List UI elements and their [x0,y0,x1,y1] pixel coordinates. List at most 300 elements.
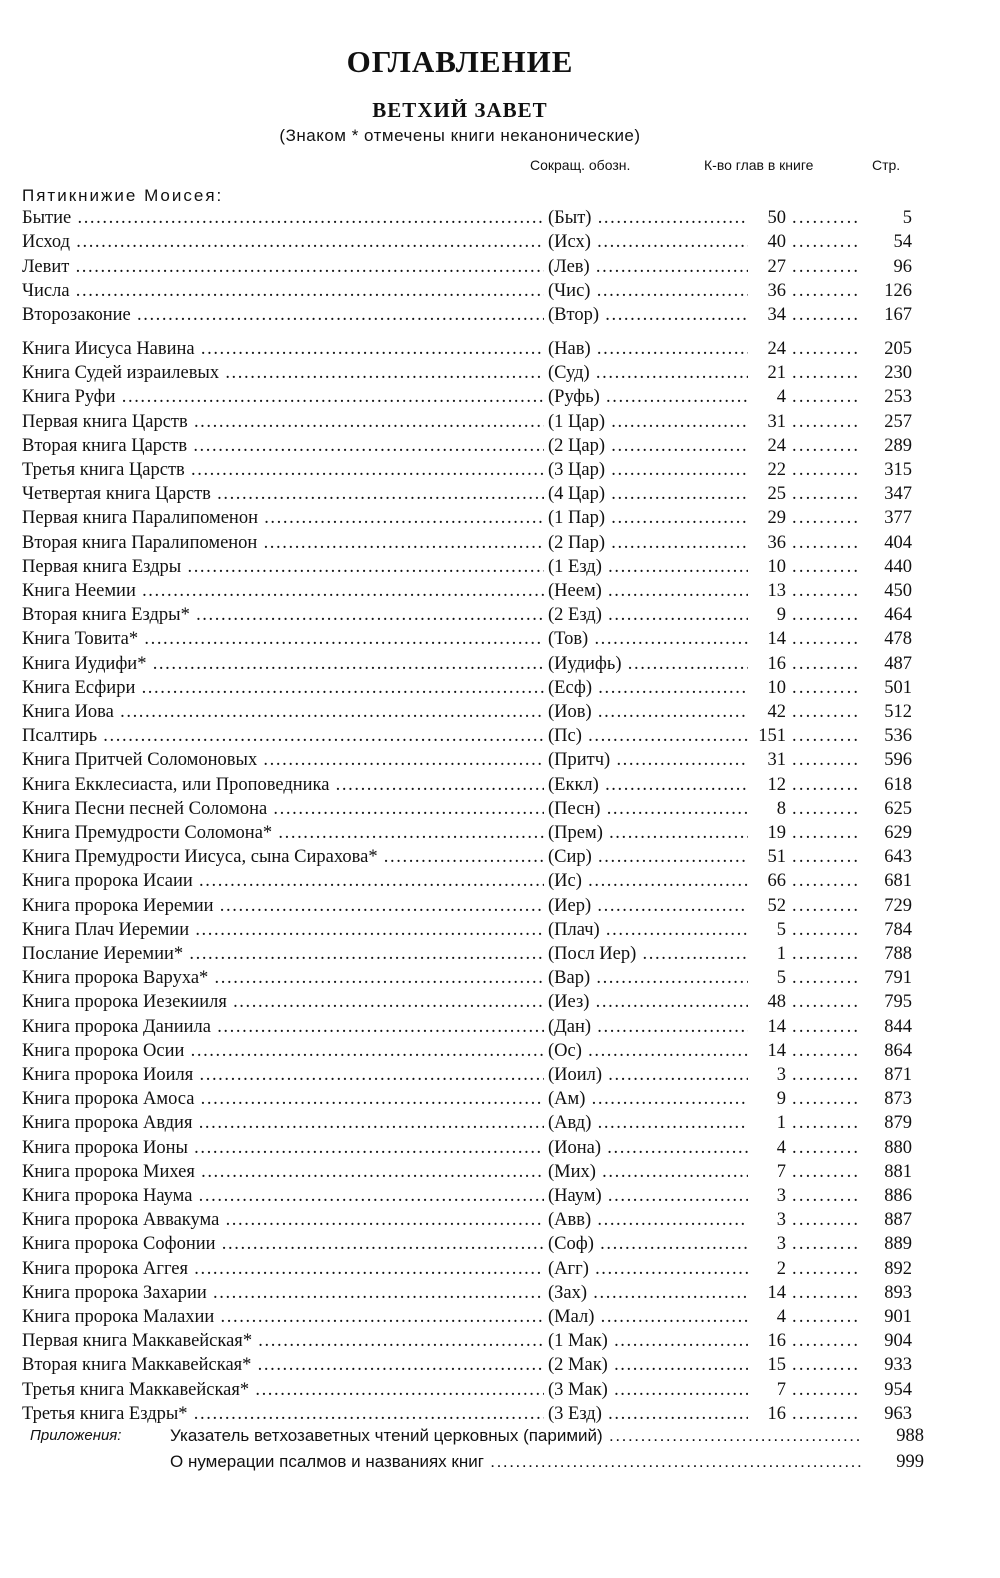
book-page-number: 487 [884,653,912,674]
book-page-number: 536 [884,726,912,747]
book-chapter-count: 29 [748,506,786,530]
book-abbreviation: (Сир) ..... [548,845,753,869]
book-name: Книга Неемии ..... [22,579,544,603]
book-name: Книга пророка Ионы ..... [22,1136,544,1160]
dot-leader [792,555,862,579]
table-row [0,1063,1000,1087]
book-page-number: 257 [884,411,912,432]
table-row [0,869,1000,893]
book-page-number: 893 [884,1282,912,1303]
table-row [0,458,1000,482]
dot-leader [792,385,862,409]
book-abbreviation: (Лев) ..... [548,255,753,279]
dot-leader [792,1087,862,1111]
book-chapter-count: 15 [748,1353,786,1377]
book-page-number: 596 [884,750,912,771]
book-name: Книга Иова ..... [22,700,544,724]
book-page-number: 478 [884,629,912,650]
book-abbreviation: (Нав) ..... [548,337,753,361]
dot-leader [792,1378,862,1402]
dot-leader [792,1160,862,1184]
dot-leader [792,869,862,893]
book-name: Первая книга Ездры ..... [22,555,544,579]
book-page-number: 440 [884,556,912,577]
table-row [0,361,1000,385]
column-header-chapters: К-во глав в книге [704,157,814,173]
book-page-number: 618 [884,774,912,795]
page-title: ОГЛАВЛЕНИЕ [346,44,574,79]
book-abbreviation: (Есф) ..... [548,676,753,700]
book-name: Книга Судей израилевых ..... [22,361,544,385]
book-chapter-count: 8 [748,797,786,821]
book-chapter-count: 10 [748,555,786,579]
book-page-number: 889 [884,1234,912,1255]
book-name: Исход ..... [22,230,544,254]
dot-leader [792,942,862,966]
book-name: Псалтирь ..... [22,724,544,748]
dot-leader [792,845,862,869]
table-row [0,1015,1000,1039]
dot-leader [792,531,862,555]
book-chapter-count: 9 [748,603,786,627]
table-row [0,410,1000,434]
dot-leader [792,724,862,748]
table-row [0,1136,1000,1160]
book-page-number: 871 [884,1065,912,1085]
book-chapter-count: 14 [748,1281,786,1305]
table-row [0,579,1000,603]
dot-leader [792,1257,862,1281]
dot-leader [792,748,862,772]
book-abbreviation: (Песн) ..... [548,797,753,821]
dot-leader [792,990,862,1014]
book-abbreviation: (1 Мак) ..... [548,1329,753,1353]
book-abbreviation: (Неем) ..... [548,579,753,603]
book-page-number: 933 [884,1355,912,1376]
book-page-number: 887 [884,1210,912,1231]
book-chapter-count: 34 [748,303,786,327]
book-page-number: 96 [893,256,912,277]
book-name: Книга пророка Авдия ..... [22,1111,544,1135]
dot-leader [792,1329,862,1353]
book-abbreviation: (Иез) ..... [548,990,753,1014]
book-abbreviation: (2 Цар) ..... [548,434,753,458]
table-row [0,627,1000,651]
pentateuch-heading: Пятикнижие Моисея: [22,186,224,205]
book-page-number: 886 [884,1186,912,1206]
book-name: Книга Товита* ..... [22,627,544,651]
book-chapter-count: 7 [748,1378,786,1402]
book-chapter-count: 31 [748,748,786,772]
book-name: Книга пророка Малахии ..... [22,1305,544,1329]
book-page-number: 892 [884,1258,912,1279]
book-chapter-count: 42 [748,700,786,724]
book-abbreviation: (Исх) ..... [548,230,753,254]
dot-leader [792,255,862,279]
book-name: Книга Премудрости Соломона* ..... [22,821,544,845]
book-page-number: 205 [884,339,912,359]
table-row [0,724,1000,748]
dot-leader [792,1184,862,1208]
book-abbreviation: (Дан) ..... [548,1015,753,1039]
appendix-label: Приложения: [30,1427,122,1444]
book-name: Книга Есфири ..... [22,676,544,700]
dot-leader [792,1281,862,1305]
appendix-title: Указатель ветхозаветных чтений церковных (паримий) ..... [170,1424,862,1448]
book-abbreviation: (Пс) ..... [548,724,753,748]
book-name: Вторая книга Ездры* ..... [22,603,544,627]
book-abbreviation: (1 Езд) ..... [548,555,753,579]
book-name: Книга пророка Аввакума ..... [22,1208,544,1232]
book-name: Книга Притчей Соломоновых ..... [22,748,544,772]
book-abbreviation: (Авв) ..... [548,1208,753,1232]
table-row [0,1281,1000,1305]
book-chapter-count: 3 [748,1208,786,1232]
canon-note: (Знаком * отмечены книги неканонические) [279,126,641,145]
table-row [0,990,1000,1014]
book-name: Послание Иеремии* ..... [22,942,544,966]
book-abbreviation: (Плач) ..... [548,918,753,942]
table-row [0,1111,1000,1135]
book-name: Бытие ..... [22,206,544,230]
book-chapter-count: 52 [748,894,786,918]
book-abbreviation: (Зах) ..... [548,1281,753,1305]
table-row [0,1257,1000,1281]
book-name: Третья книга Ездры* ..... [22,1402,544,1426]
table-row [0,1378,1000,1402]
book-name: Второзаконие ..... [22,303,544,327]
book-name: Книга Премудрости Иисуса, сына Сирахова* ..... [22,845,544,869]
book-name: Книга Екклесиаста, или Проповедника ..... [22,773,544,797]
book-page-number: 963 [884,1403,912,1424]
book-name: Книга пророка Софонии ..... [22,1232,544,1256]
book-abbreviation: (Еккл) ..... [548,773,753,797]
table-row [0,255,1000,279]
book-chapter-count: 24 [748,337,786,361]
book-page-number: 643 [884,847,912,868]
book-name: Книга пророка Наума ..... [22,1184,544,1208]
book-name: Книга пророка Исаии ..... [22,869,544,893]
book-page-number: 788 [884,944,912,964]
book-page-number: 881 [884,1161,912,1182]
book-abbreviation: (Быт) ..... [548,206,753,230]
book-page-number: 873 [884,1089,912,1110]
table-row [0,942,1000,966]
book-page-number: 450 [884,581,912,601]
appendix-row [0,1450,1000,1474]
book-chapter-count: 21 [748,361,786,385]
book-page-number: 377 [884,508,912,529]
book-abbreviation: (Мал) ..... [548,1305,753,1329]
dot-leader [792,1063,862,1087]
book-abbreviation: (Притч) ..... [548,748,753,772]
book-name: Первая книга Паралипоменон ..... [22,506,544,530]
table-row [0,1232,1000,1256]
book-chapter-count: 22 [748,458,786,482]
dot-leader [792,1111,862,1135]
dot-leader [792,1232,862,1256]
dot-leader [792,458,862,482]
dot-leader [792,1039,862,1063]
table-row [0,230,1000,254]
book-chapter-count: 4 [748,1305,786,1329]
book-abbreviation: (3 Мак) ..... [548,1378,753,1402]
book-chapter-count: 151 [748,724,786,748]
table-row [0,531,1000,555]
book-abbreviation: (Втор) ..... [548,303,753,327]
dot-leader [792,410,862,434]
book-page-number: 795 [884,992,912,1013]
appendix-row [0,1424,1000,1448]
book-chapter-count: 7 [748,1160,786,1184]
book-abbreviation: (2 Пар) ..... [548,531,753,555]
table-row [0,1329,1000,1353]
appendix-page-number: 988 [896,1426,924,1446]
book-name: Вторая книга Маккавейская* ..... [22,1353,544,1377]
table-row [0,1305,1000,1329]
book-name: Первая книга Маккавейская* ..... [22,1329,544,1353]
book-chapter-count: 3 [748,1232,786,1256]
table-row [0,797,1000,821]
book-abbreviation: (Наум) ..... [548,1184,753,1208]
book-chapter-count: 27 [748,255,786,279]
table-row [0,845,1000,869]
book-chapter-count: 2 [748,1257,786,1281]
dot-leader [792,700,862,724]
dot-leader [792,603,862,627]
book-chapter-count: 66 [748,869,786,893]
book-page-number: 629 [884,823,912,843]
book-page-number: 901 [884,1307,912,1327]
book-chapter-count: 25 [748,482,786,506]
table-row [0,1039,1000,1063]
dot-leader [792,303,862,327]
table-row [0,506,1000,530]
book-abbreviation: (Авд) ..... [548,1111,753,1135]
book-abbreviation: (Иер) ..... [548,894,753,918]
book-name: Книга Плач Иеремии ..... [22,918,544,942]
book-chapter-count: 1 [748,1111,786,1135]
book-abbreviation: (Соф) ..... [548,1232,753,1256]
book-chapter-count: 10 [748,676,786,700]
book-chapter-count: 4 [748,385,786,409]
book-chapter-count: 3 [748,1184,786,1208]
book-name: Третья книга Маккавейская* ..... [22,1378,544,1402]
book-page-number: 625 [884,798,912,819]
book-page-number: 347 [884,484,912,505]
book-chapter-count: 40 [748,230,786,254]
book-page-number: 167 [884,305,912,326]
book-abbreviation: (Суд) ..... [548,361,753,385]
book-name: Книга пророка Иоиля ..... [22,1063,544,1087]
book-page-number: 879 [884,1113,912,1134]
dot-leader [792,434,862,458]
table-row [0,385,1000,409]
section-title: ВЕТХИЙ ЗАВЕТ [372,98,548,122]
book-name: Первая книга Царств ..... [22,410,544,434]
book-name: Четвертая книга Царств ..... [22,482,544,506]
book-abbreviation: (3 Цар) ..... [548,458,753,482]
table-row [0,555,1000,579]
book-page-number: 5 [902,208,912,228]
dot-leader [792,361,862,385]
book-page-number: 289 [884,435,912,456]
book-chapter-count: 13 [748,579,786,603]
book-page-number: 501 [884,677,912,698]
table-row [0,1184,1000,1208]
book-abbreviation: (Ис) ..... [548,869,753,893]
book-page-number: 230 [884,363,912,384]
book-page-number: 681 [884,871,912,892]
table-row [0,1160,1000,1184]
book-name: Книга пророка Даниила ..... [22,1015,544,1039]
book-chapter-count: 48 [748,990,786,1014]
column-header-abbr: Сокращ. обозн. [530,157,631,173]
book-chapter-count: 19 [748,821,786,845]
dot-leader [792,894,862,918]
book-chapter-count: 31 [748,410,786,434]
dot-leader [792,230,862,254]
book-page-number: 904 [884,1331,912,1352]
table-row [0,652,1000,676]
book-chapter-count: 14 [748,627,786,651]
book-chapter-count: 24 [748,434,786,458]
book-chapter-count: 12 [748,773,786,797]
book-name: Левит ..... [22,255,544,279]
book-chapter-count: 36 [748,279,786,303]
book-page-number: 844 [884,1016,912,1037]
table-row [0,700,1000,724]
book-abbreviation: (Иоил) ..... [548,1063,753,1087]
book-name: Книга пророка Амоса ..... [22,1087,544,1111]
book-page-number: 784 [884,919,912,940]
book-abbreviation: (Ос) ..... [548,1039,753,1063]
table-row [0,821,1000,845]
book-name: Книга Руфи ..... [22,385,544,409]
book-chapter-count: 9 [748,1087,786,1111]
book-abbreviation: (1 Пар) ..... [548,506,753,530]
book-name: Книга пророка Захарии ..... [22,1281,544,1305]
book-page-number: 253 [884,387,912,408]
dot-leader [792,1353,862,1377]
dot-leader [792,1305,862,1329]
dot-leader [792,1136,862,1160]
book-name: Книга Иудифи* ..... [22,652,544,676]
appendix-title: О нумерации псалмов и названиях книг ..... [170,1450,862,1474]
book-chapter-count: 3 [748,1063,786,1087]
book-abbreviation: (2 Мак) ..... [548,1353,753,1377]
book-name: Книга пророка Иеремии ..... [22,894,544,918]
dot-leader [792,918,862,942]
book-name: Числа ..... [22,279,544,303]
dot-leader [792,1208,862,1232]
book-name: Книга пророка Аггея ..... [22,1257,544,1281]
book-name: Книга пророка Иезекииля ..... [22,990,544,1014]
table-row [0,603,1000,627]
dot-leader [792,966,862,990]
dot-leader [792,676,862,700]
book-abbreviation: (Прем) ..... [548,821,753,845]
book-chapter-count: 1 [748,942,786,966]
table-row [0,966,1000,990]
table-row [0,773,1000,797]
appendix-page-number: 999 [896,1452,924,1472]
book-abbreviation: (Иудифь) ..... [548,652,753,676]
book-page-number: 729 [884,895,912,916]
book-abbreviation: (Тов) ..... [548,627,753,651]
book-chapter-count: 16 [748,1402,786,1426]
dot-leader [792,773,862,797]
book-page-number: 880 [884,1137,912,1158]
dot-leader [792,627,862,651]
book-chapter-count: 51 [748,845,786,869]
book-abbreviation: (Мих) ..... [548,1160,753,1184]
book-page-number: 404 [884,532,912,553]
dot-leader [792,797,862,821]
book-chapter-count: 4 [748,1136,786,1160]
book-chapter-count: 14 [748,1015,786,1039]
book-abbreviation: (1 Цар) ..... [548,410,753,434]
table-row [0,676,1000,700]
book-name: Книга Иисуса Навина ..... [22,337,544,361]
book-abbreviation: (2 Езд) ..... [548,603,753,627]
book-name: Книга пророка Осии ..... [22,1039,544,1063]
table-row [0,482,1000,506]
dot-leader [792,652,862,676]
book-abbreviation: (Руфь) ..... [548,385,753,409]
table-row [0,434,1000,458]
book-name: Вторая книга Паралипоменон ..... [22,531,544,555]
table-row [0,1208,1000,1232]
book-abbreviation: (Чис) ..... [548,279,753,303]
book-name: Книга пророка Варуха* ..... [22,966,544,990]
column-header-page: Стр. [872,157,901,173]
dot-leader [792,1402,862,1426]
dot-leader [792,1015,862,1039]
book-abbreviation: (Посл Иер) ..... [548,942,753,966]
dot-leader [792,579,862,603]
dot-leader [792,506,862,530]
book-abbreviation: (Иов) ..... [548,700,753,724]
book-chapter-count: 14 [748,1039,786,1063]
book-chapter-count: 16 [748,1329,786,1353]
book-page-number: 791 [884,968,912,989]
table-row [0,894,1000,918]
book-name: Вторая книга Царств ..... [22,434,544,458]
table-row [0,337,1000,361]
table-row [0,1402,1000,1426]
table-row [0,279,1000,303]
table-row [0,303,1000,327]
book-page-number: 315 [884,460,912,480]
book-abbreviation: (Иона) ..... [548,1136,753,1160]
dot-leader [792,279,862,303]
table-row [0,1087,1000,1111]
table-row [0,748,1000,772]
book-abbreviation: (3 Езд) ..... [548,1402,753,1426]
book-page-number: 864 [884,1040,912,1061]
table-row [0,206,1000,230]
book-abbreviation: (Вар) ..... [548,966,753,990]
book-chapter-count: 36 [748,531,786,555]
book-page-number: 126 [884,280,912,301]
book-abbreviation: (Ам) ..... [548,1087,753,1111]
book-page-number: 512 [884,702,912,722]
book-page-number: 464 [884,605,912,626]
dot-leader [792,337,862,361]
book-page-number: 54 [893,232,912,253]
dot-leader [792,821,862,845]
